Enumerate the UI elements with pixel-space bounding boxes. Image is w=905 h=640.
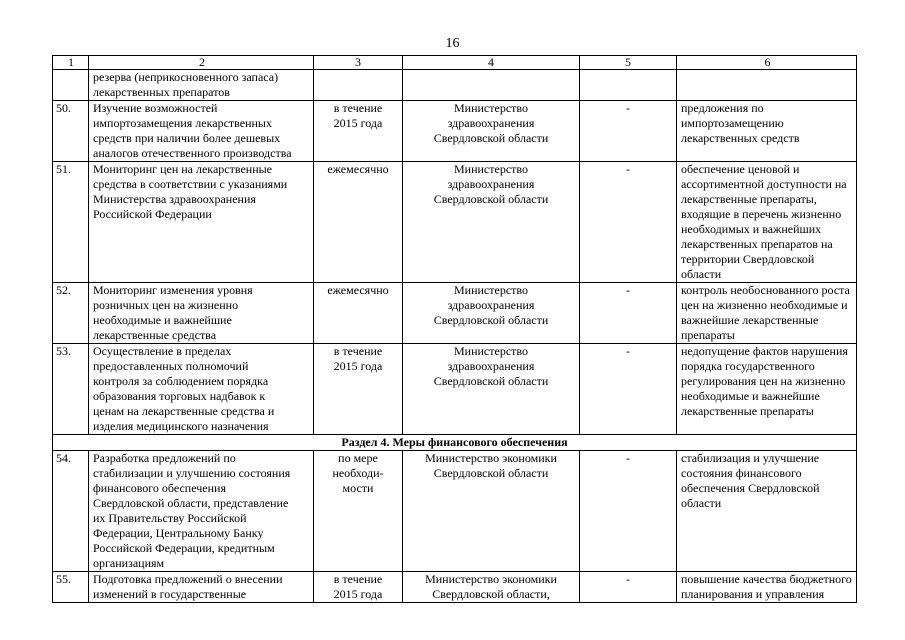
- cell-line: Разработка предложений по: [93, 451, 236, 465]
- column-header: 2: [89, 56, 314, 70]
- table-row: [53, 162, 857, 283]
- measure-description: [89, 572, 314, 603]
- cell-line: здравоохранения: [447, 359, 535, 373]
- cell-line: цен на жизненно необходимые и: [681, 298, 848, 312]
- item-number: [53, 451, 89, 572]
- cell-line: 53.: [56, 344, 71, 358]
- deadline: [314, 101, 403, 162]
- cell-line: территории Свердловской: [681, 252, 815, 266]
- continuation-row: [53, 70, 857, 101]
- cell-line: в течение: [333, 572, 383, 586]
- table-row: [53, 572, 857, 603]
- expected-result: [677, 572, 857, 603]
- item-number: [53, 283, 89, 344]
- cell-line: по мере: [338, 451, 378, 465]
- measure-description: [89, 344, 314, 435]
- table-row: [53, 101, 857, 162]
- deadline: [314, 451, 403, 572]
- cell-line: 2015 года: [333, 587, 383, 601]
- column-5-value: [580, 162, 677, 283]
- cell-line: лекарственные препараты: [681, 404, 814, 418]
- cell-line: изменений в государственные: [93, 587, 247, 601]
- cell-line: области: [681, 267, 722, 281]
- cell-line: изделия медицинского назначения: [93, 419, 269, 433]
- section-title: Раздел 4. Меры финансового обеспечения: [53, 435, 857, 451]
- column-header: 3: [314, 56, 403, 70]
- responsible-executor: [403, 572, 580, 603]
- cell-line: аналогов отечественного производства: [93, 146, 292, 160]
- cell-line: Свердловской области, представление: [93, 496, 289, 510]
- item-number: [53, 70, 89, 101]
- cell-line: Свердловской области: [433, 192, 549, 206]
- cell-line: входящие в перечень жизненно: [681, 207, 842, 221]
- cell-line: 55.: [56, 572, 71, 586]
- cell-line: Министерство: [454, 101, 528, 115]
- cell-line: Свердловской области: [433, 131, 549, 145]
- cell-line: планирования и управления: [681, 587, 825, 601]
- responsible-executor: [403, 101, 580, 162]
- table-row: [53, 344, 857, 435]
- cell-line: порядка государственного: [681, 359, 815, 373]
- cell-line: -: [626, 283, 630, 297]
- item-number: [53, 344, 89, 435]
- cell-line: образования торговых надбавок к: [93, 389, 266, 403]
- cell-line: Осуществление в пределах: [93, 344, 232, 358]
- expected-result: [677, 344, 857, 435]
- cell-line: Изучение возможностей: [93, 101, 218, 115]
- cell-line: Подготовка предложений о внесении: [93, 572, 283, 586]
- table-row: [53, 283, 857, 344]
- cell-line: необходимые и важнейшие: [681, 389, 820, 403]
- cell-line: -: [626, 101, 630, 115]
- cell-line: предоставленных полномочий: [93, 359, 249, 373]
- cell-line: Мониторинг изменения уровня: [93, 283, 253, 297]
- responsible-executor: [403, 451, 580, 572]
- cell-line: Российской Федерации, кредитным: [93, 541, 275, 555]
- cell-line: Министерство: [454, 283, 528, 297]
- page-number: 16: [445, 36, 460, 51]
- cell-line: 54.: [56, 451, 71, 465]
- cell-line: регулирования цен на жизненно: [681, 374, 846, 388]
- cell-line: 51.: [56, 162, 71, 176]
- cell-line: средств при наличии более дешевых: [93, 131, 281, 145]
- cell-line: Свердловской области,: [432, 587, 550, 601]
- cell-line: резерва (неприкосновенного запаса): [93, 70, 279, 84]
- cell-line: в течение: [333, 101, 383, 115]
- cell-line: Министерство экономики: [425, 572, 557, 586]
- expected-result: [677, 101, 857, 162]
- table-row: [53, 451, 857, 572]
- cell-line: обеспечение ценовой и: [681, 162, 800, 176]
- cell-line: ценам на лекарственные средства и: [93, 404, 275, 418]
- cell-line: Министерство: [454, 162, 528, 176]
- cell-line: Министерство экономики: [425, 451, 557, 465]
- column-header: 5: [580, 56, 677, 70]
- cell-line: ежемесячно: [327, 283, 389, 297]
- measure-description: [89, 70, 314, 101]
- cell-line: импортозамещения лекарственных: [93, 116, 272, 130]
- cell-line: ассортиментной доступности на: [681, 177, 847, 191]
- measures-table: [52, 55, 857, 603]
- column-header: 4: [403, 56, 580, 70]
- section-row: [53, 435, 857, 451]
- item-number: [53, 572, 89, 603]
- cell-line: недопущение фактов нарушения: [681, 344, 848, 358]
- cell-line: Министерство: [454, 344, 528, 358]
- cell-line: 2015 года: [333, 359, 383, 373]
- cell-line: обеспечения Свердловской: [681, 481, 820, 495]
- cell-line: важнейшие лекарственные: [681, 313, 819, 327]
- cell-line: Федерации, Центральному Банку: [93, 526, 264, 540]
- cell-line: контроль необоснованного роста: [681, 283, 850, 297]
- column-5-value: [580, 572, 677, 603]
- expected-result: [677, 451, 857, 572]
- cell-line: необходимые и важнейшие: [93, 313, 232, 327]
- column-number-row: [53, 56, 857, 70]
- cell-line: финансового обеспечения: [93, 481, 226, 495]
- cell-line: 50.: [56, 101, 71, 115]
- cell-line: мости: [342, 481, 374, 495]
- cell-line: предложения по: [681, 101, 764, 115]
- measure-description: [89, 451, 314, 572]
- cell-line: препараты: [681, 328, 735, 342]
- deadline: [314, 70, 403, 101]
- cell-line: здравоохранения: [447, 177, 535, 191]
- cell-line: средства в соответствии с указаниями: [93, 177, 288, 191]
- cell-line: импортозамещению: [681, 116, 784, 130]
- deadline: [314, 344, 403, 435]
- cell-line: розничных цен на жизненно: [93, 298, 239, 312]
- cell-line: 2015 года: [333, 116, 383, 130]
- deadline: [314, 283, 403, 344]
- item-number: [53, 101, 89, 162]
- cell-line: здравоохранения: [447, 116, 535, 130]
- measure-description: [89, 283, 314, 344]
- responsible-executor: [403, 162, 580, 283]
- cell-line: лекарственных препаратов: [93, 85, 230, 99]
- cell-line: -: [626, 162, 630, 176]
- cell-line: -: [626, 572, 630, 586]
- column-5-value: [580, 451, 677, 572]
- cell-line: Свердловской области: [433, 313, 549, 327]
- cell-line: Российской Федерации: [93, 207, 212, 221]
- cell-line: -: [626, 344, 630, 358]
- column-5-value: [580, 283, 677, 344]
- cell-line: необходимых и важнейших: [681, 222, 822, 236]
- column-header: 1: [53, 56, 89, 70]
- column-header: 6: [677, 56, 857, 70]
- cell-line: области: [681, 496, 722, 510]
- cell-line: Мониторинг цен на лекарственные: [93, 162, 272, 176]
- cell-line: контроля за соблюдением порядка: [93, 374, 269, 388]
- expected-result: [677, 70, 857, 101]
- deadline: [314, 162, 403, 283]
- responsible-executor: [403, 283, 580, 344]
- column-5-value: [580, 344, 677, 435]
- measure-description: [89, 162, 314, 283]
- cell-line: стабилизация и улучшение: [681, 451, 820, 465]
- column-5-value: [580, 70, 677, 101]
- cell-line: 52.: [56, 283, 71, 297]
- cell-line: Свердловской области: [433, 466, 549, 480]
- cell-line: ежемесячно: [327, 162, 389, 176]
- cell-line: лекарственных препаратов на: [681, 237, 833, 251]
- expected-result: [677, 283, 857, 344]
- cell-line: их Правительству Российской: [93, 511, 247, 525]
- measure-description: [89, 101, 314, 162]
- cell-line: -: [626, 451, 630, 465]
- cell-line: состояния финансового: [681, 466, 802, 480]
- cell-line: стабилизации и улучшению состояния: [93, 466, 291, 480]
- cell-line: необходи-: [332, 466, 384, 480]
- cell-line: здравоохранения: [447, 298, 535, 312]
- cell-line: в течение: [333, 344, 383, 358]
- cell-line: лекарственных средств: [681, 131, 800, 145]
- deadline: [314, 572, 403, 603]
- cell-line: организациям: [93, 556, 165, 570]
- item-number: [53, 162, 89, 283]
- cell-line: лекарственные средства: [93, 328, 217, 342]
- column-5-value: [580, 101, 677, 162]
- responsible-executor: [403, 344, 580, 435]
- responsible-executor: [403, 70, 580, 101]
- cell-line: Свердловской области: [433, 374, 549, 388]
- cell-line: лекарственные препараты,: [681, 192, 817, 206]
- cell-line: повышение качества бюджетного: [681, 572, 852, 586]
- cell-line: Министерства здравоохранения: [93, 192, 256, 206]
- expected-result: [677, 162, 857, 283]
